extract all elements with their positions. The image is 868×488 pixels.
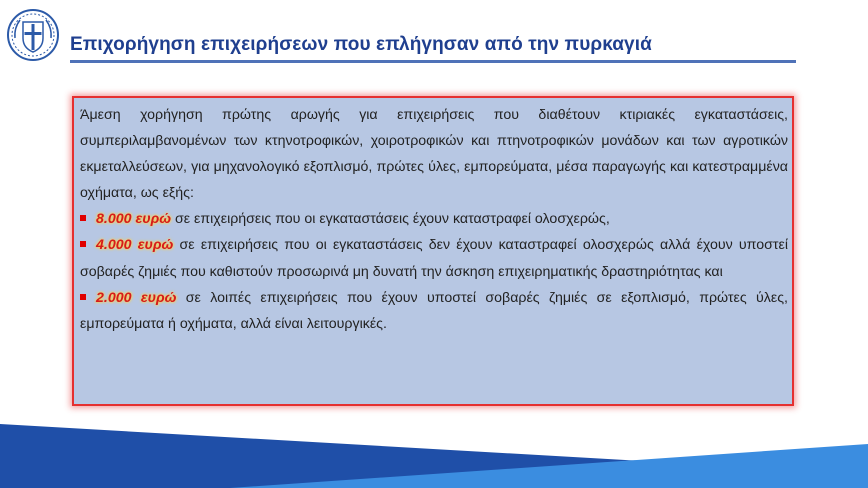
bullet-square-icon	[80, 215, 86, 221]
amount-highlight: 2.000 ευρώ	[96, 289, 177, 306]
bullet-item	[80, 232, 788, 284]
amount-highlight: 4.000 ευρώ	[96, 237, 174, 254]
bullet-text: σε λοιπές επιχειρήσεις που έχουν υποστεί σοβαρές ζημιές σε εξοπλισμό, πρώτες ύλες, εμπορεύματα ή οχήματα, αλλά είναι λειτουργικές.	[80, 289, 788, 332]
bullet-item	[80, 206, 788, 232]
bullet-square-icon	[80, 241, 86, 247]
intro-paragraph: Άμεση χορήγηση πρώτης αρωγής για επιχειρήσεις που διαθέτουν κτιριακές εγκαταστάσεις, συμπεριλαμβανομένων των κτηνοτροφικών, χοιροτροφικών και πτηνοτροφικών μονάδων και των αγροτικών εκμεταλλεύσεων, για μηχανολογικό εξοπλισμό, πρώτες ύλες, εμπορεύματα, μέσα παραγωγής και κατεστραμμένα οχήματα, ως εξής:	[80, 107, 788, 202]
bullet-item	[80, 285, 788, 337]
bullet-text: σε επιχειρήσεις που οι εγκαταστάσεις έχουν καταστραφεί ολοσχερώς,	[171, 211, 610, 228]
bullet-text: σε επιχειρήσεις που οι εγκαταστάσεις δεν έχουν καταστραφεί ολοσχερώς αλλά έχουν υποστεί σοβαρές ζημιές που καθιστούν προσωρινά μη δυνατή την άσκηση επιχειρηματικής δραστηριότητας και	[80, 237, 788, 280]
amount-highlight: 8.000 ευρώ	[96, 211, 172, 228]
bullet-square-icon	[80, 294, 86, 300]
greek-coat-of-arms-icon	[6, 8, 60, 62]
page-title: Επιχορήγηση επιχειρήσεων που επλήγησαν από την πυρκαγιά	[70, 34, 652, 55]
title-underline	[70, 60, 796, 63]
content-box	[72, 96, 794, 406]
footer-wave-decoration	[0, 422, 868, 488]
